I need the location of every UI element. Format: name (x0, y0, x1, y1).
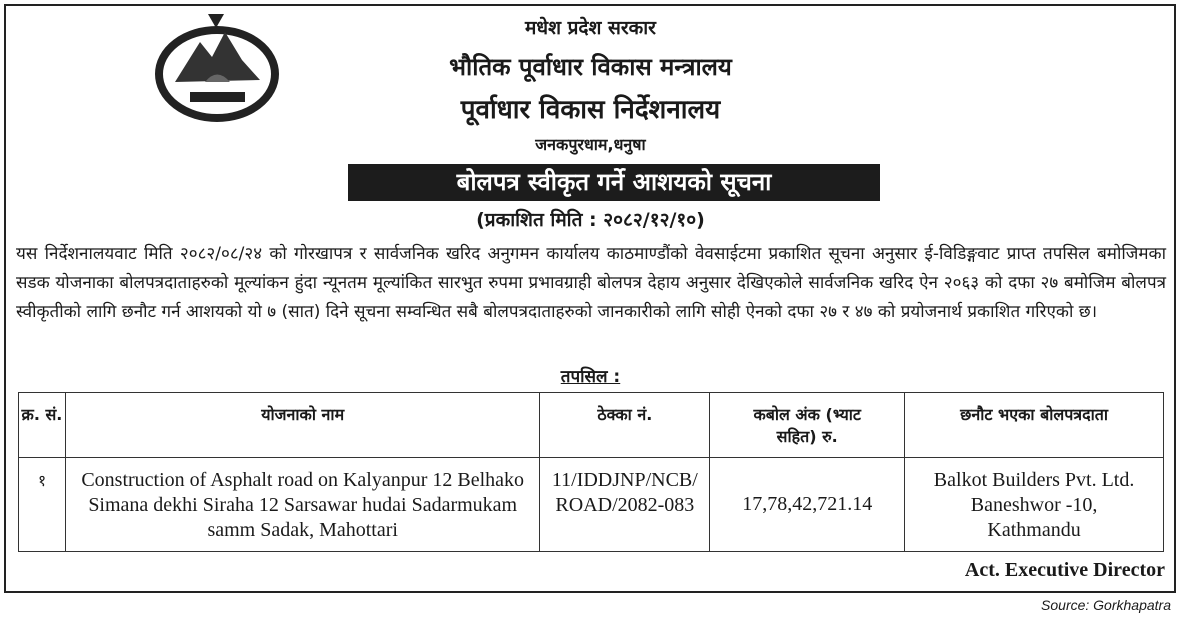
signatory: Act. Executive Director (964, 559, 1165, 581)
notice-body: यस निर्देशनालयवाट मिति २०८२/०८/२४ को गोरखापत्र र सार्वजनिक खरिद अनुगमन कार्यालय काठमाण्डौंको वेवसाईटमा प्रकाशित सूचना अनुसार ई-विडिङ्गवाट प्राप्त तपसिल बमोजिमका सडक योजनाका बोलपत्रदाताहरुको मूल्यांकन हुंदा न्यूनतम मूल्यांकित सारभुत रुपमा प्रभावग्राही बोलपत्र देहाय अनुसार देखिएकोले सार्वजनिक खरिद ऐन २०६३ को दफा २७ बमोजिम बोलपत्र स्वीकृतीको लागि छनौट गर्न आशयको यो ७ (सात) दिने सूचना सम्वन्धित सबै बोलपत्रदाताहरुको जानकारीको लागि सोही ऐनको दफा २७ र ४७ को प्रयोजनार्थ प्रकाशित गरिएको छ। (16, 244, 1166, 322)
government-name: मधेश प्रदेश सरकार (525, 17, 656, 39)
header-selected-bidder: छनौट भएका बोलपत्रदाता (905, 393, 1164, 458)
source-credit: Source: Gorkhapatra (1041, 597, 1171, 613)
header-bid-amount: कबोल अंक (भ्याट सहित) रु. (710, 393, 905, 458)
notice-title: बोलपत्र स्वीकृत गर्ने आशयको सूचना (348, 164, 880, 201)
cell-selected-bidder: Balkot Builders Pvt. Ltd. Baneshwor -10, Kathmandu (905, 458, 1164, 552)
cell-contract-no: 11/IDDJNP/NCB/ROAD/2082-083 (540, 458, 710, 552)
schedule-heading: तपसिल : (560, 367, 621, 387)
table-row (19, 458, 1164, 552)
ministry-name: भौतिक पूर्वाधार विकास मन्त्रालय (449, 53, 732, 81)
location: जनकपुरधाम,धनुषा (535, 135, 646, 154)
header-contract-no: ठेक्का नं. (540, 393, 710, 458)
award-table (18, 392, 1164, 552)
directorate-name: पूर्वाधार विकास निर्देशनालय (460, 95, 721, 125)
cell-bid-amount: 17,78,42,721.14 (710, 458, 905, 552)
cell-sn: १ (19, 458, 66, 552)
published-date: (प्रकाशित मिति : २०८२/१२/१०) (476, 209, 705, 231)
cell-project-name: Construction of Asphalt road on Kalyanpur 12 Belhako Simana dekhi Siraha 12 Sarsawar hudai Sadarmukam samm Sadak, Mahottari (65, 458, 540, 552)
header-project-name: योजनाको नाम (65, 393, 540, 458)
table-header-row (19, 393, 1164, 458)
header-sn: क्र. सं. (19, 393, 66, 458)
